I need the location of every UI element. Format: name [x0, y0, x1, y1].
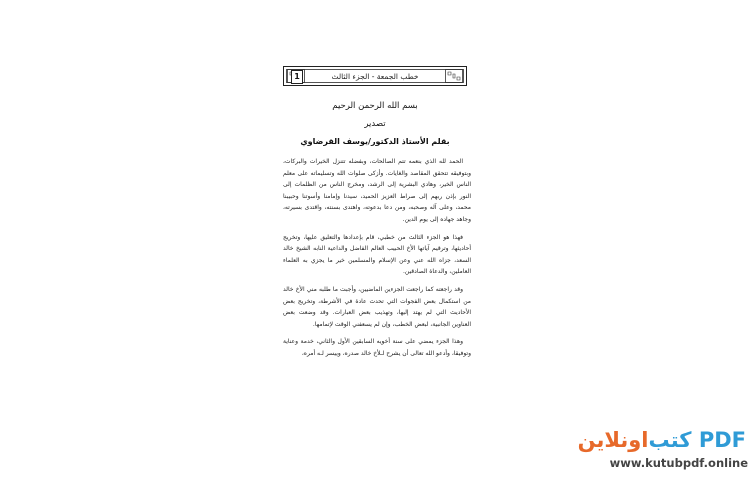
paragraph: وهذا الجزء يمضي على سنة أخويه السابقين الأول والثاني، خدمة وعناية وتوفيقا، وأدعو الله تعالى أن يشرح لـلأخ خالد صدره، وييسر لـه أمره، — [283, 338, 471, 357]
basmala: بسم الله الرحمن الرحيم — [332, 101, 418, 111]
watermark-brand-part2: اونلاين — [577, 428, 649, 452]
author-line: بقلم الأستاذ الدكتور/يوسف القرضاوي — [300, 137, 450, 146]
watermark-brand — [577, 426, 746, 454]
running-header-title: خطب الجمعة - الجزء الثالث — [331, 71, 419, 81]
watermark-brand-part1: كتب PDF — [648, 428, 746, 452]
paragraph: الحمد لله الذي بنعمه تتم الصالحات، وبفضله تتنزل الخيرات والبركات، وبتوفيقه تتحقق المقاصد والغايات. وأزكى صلوات الله وتسليماته على معلم الناس الخير، وهادي البشرية إلى الرشد، ومخرج الناس من الظلمات إلى النور بإذن ربهم إلى صراط العزيز الحميد، سيدنا وإمامنا وأسوتنا وحبيبنا محمد، وعلى آله وصحبه، ومن دعا بدعوته، واهتدى بسنته، واقتدى بسيرته، وجاهد جهاده إلى يوم الدين. — [283, 158, 471, 223]
section-heading: تصدير — [364, 119, 386, 129]
watermark-url: www.kutubpdf.online — [609, 456, 748, 470]
body-text — [283, 156, 471, 366]
paragraph: وقد راجعته كما راجعت الجزءين الماضيين، وأجبت ما طلبه مني الأخ خالد من استكمال بعض الفجوات التي تحدث عادة في الأشرطة، وتخريج بعض الأحاديث التي لم يهتد إليها، وتهذيب بعض العبارات. وقد وضعت بعض العناوين الجانبية، لبعض الخطب، وإن لم يسعفني الوقت لإتمامها. — [283, 285, 471, 328]
page-number: 1 — [291, 70, 303, 84]
paragraph: فهذا هو الجزء الثالث من خطبي، قام بإعدادها والتعليق عليها، وتخريج أحاديثها، وترقيم آياتها الأخ الحبيب العالم الفاضل والداعية النابه الشيخ خالد السعد، جزاه الله عني وعن الإسلام والمسلمين خير ما يجزي به العلماء العاملين، والدعاة الصادقين. — [283, 233, 471, 276]
page-header-band — [283, 66, 467, 86]
ornament-right-icon — [445, 69, 463, 83]
